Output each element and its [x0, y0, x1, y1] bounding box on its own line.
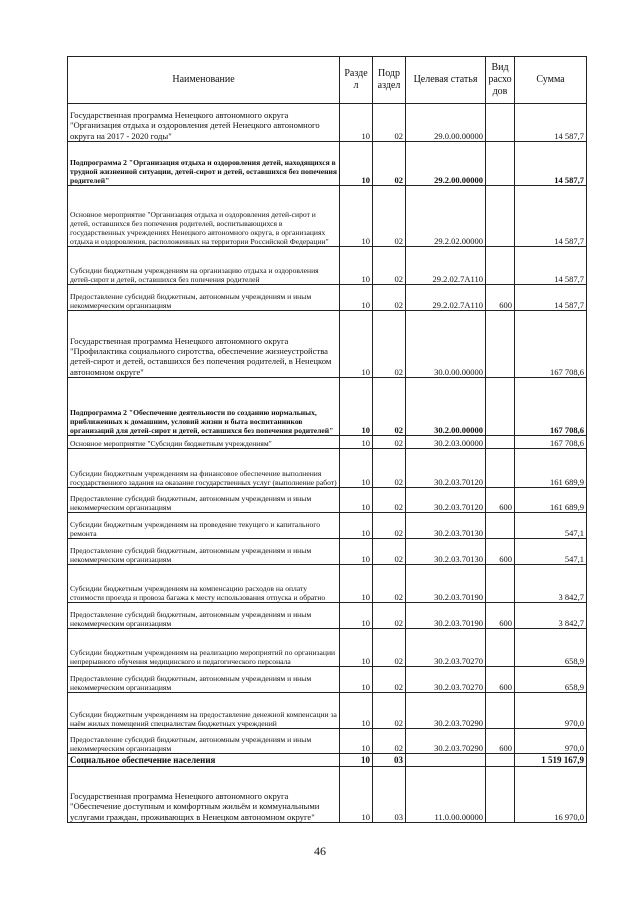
- table-row: [68, 513, 587, 539]
- row-podrazdel: 02: [373, 311, 406, 378]
- table-row: [68, 629, 587, 667]
- row-vid: [486, 247, 515, 285]
- row-razdel: 10: [340, 247, 373, 285]
- row-vid: 600: [486, 603, 515, 629]
- header-razdel: Разде л: [340, 57, 373, 104]
- row-target: 30.2.03.70120: [406, 488, 486, 513]
- row-razdel: 10: [340, 311, 373, 378]
- table-row: [68, 565, 587, 603]
- row-name: Государственная программа Ненецкого автономного округа "Профилактика социального сиротства, обеспечение жизнеустройства детей-сирот и детей, оставшихся без попечения родителей, в Ненецком автономном округе": [68, 311, 340, 378]
- row-name: Предоставление субсидий бюджетным, автономным учреждениям и иным некоммерческим организациям: [68, 667, 340, 693]
- table-row: [68, 767, 587, 823]
- row-razdel: 10: [340, 436, 373, 449]
- header-sum: Сумма: [515, 57, 587, 104]
- table-row: [68, 603, 587, 629]
- row-target: 30.2.03.70290: [406, 729, 486, 754]
- table-row: [68, 488, 587, 513]
- row-name: Подпрограмма 2 "Организация отдыха и оздоровления детей, находящихся в трудной жизненной ситуации, детей-сирот и детей, оставшихся без попечения родителей": [68, 142, 340, 186]
- header-podrazdel: Подр аздел: [373, 57, 406, 104]
- row-razdel: 10: [340, 729, 373, 754]
- row-target: 29.0.00.00000: [406, 104, 486, 142]
- header-target: Целевая статья: [406, 57, 486, 104]
- row-vid: [486, 378, 515, 436]
- row-podrazdel: 02: [373, 629, 406, 667]
- table-row: [68, 449, 587, 488]
- row-name: Предоставление субсидий бюджетным, автономным учреждениям и иным некоммерческим организациям: [68, 729, 340, 754]
- row-target: 30.2.03.70130: [406, 539, 486, 565]
- row-vid: [486, 142, 515, 186]
- row-name: Подпрограмма 2 "Обеспечение деятельности по созданию нормальных, приближенных к домашним, условий жизни и быта воспитанников организаций для детей-сирот и детей, оставшихся без попечения родителей": [68, 378, 340, 436]
- row-razdel: 10: [340, 488, 373, 513]
- row-target: 30.2.03.70190: [406, 603, 486, 629]
- row-target: 11.0.00.00000: [406, 767, 486, 823]
- row-vid: [486, 754, 515, 767]
- row-sum: 970,0: [515, 729, 587, 754]
- row-razdel: 10: [340, 603, 373, 629]
- row-podrazdel: 02: [373, 539, 406, 565]
- row-podrazdel: 02: [373, 667, 406, 693]
- row-vid: [486, 311, 515, 378]
- row-sum: 14 587,7: [515, 285, 587, 311]
- row-vid: [486, 104, 515, 142]
- row-vid: 600: [486, 667, 515, 693]
- row-podrazdel: 03: [373, 754, 406, 767]
- table-row: [68, 693, 587, 729]
- row-name: Предоставление субсидий бюджетным, автономным учреждениям и иным некоммерческим организациям: [68, 603, 340, 629]
- row-name: Основное мероприятие "Организация отдыха и оздоровления детей-сирот и детей, оставшихся без попечения родителей, воспитывающихся в государственных учреждениях Ненецкого автономного округа, в организациях отдыха и оздоровления, расположенных на территории Российской Федерации": [68, 186, 340, 247]
- row-podrazdel: 02: [373, 449, 406, 488]
- row-podrazdel: 02: [373, 186, 406, 247]
- row-podrazdel: 02: [373, 436, 406, 449]
- table-row: [68, 378, 587, 436]
- row-target: 30.2.03.70270: [406, 667, 486, 693]
- table-row: [68, 104, 587, 142]
- row-sum: 14 587,7: [515, 142, 587, 186]
- budget-table: [67, 56, 587, 823]
- row-razdel: 10: [340, 378, 373, 436]
- table-row: [68, 729, 587, 754]
- row-vid: [486, 767, 515, 823]
- row-podrazdel: 02: [373, 603, 406, 629]
- row-razdel: 10: [340, 186, 373, 247]
- row-sum: 167 708,6: [515, 378, 587, 436]
- row-podrazdel: 02: [373, 513, 406, 539]
- row-sum: 14 587,7: [515, 104, 587, 142]
- row-razdel: 10: [340, 565, 373, 603]
- row-sum: 658,9: [515, 629, 587, 667]
- row-podrazdel: 03: [373, 767, 406, 823]
- header-name: Наименование: [68, 57, 340, 104]
- row-target: 30.2.03.70130: [406, 513, 486, 539]
- row-name: Субсидии бюджетным учреждениям на реализацию мероприятий по организации непрерывного обучения медицинского и педагогического персонала: [68, 629, 340, 667]
- row-vid: 600: [486, 729, 515, 754]
- row-target: 30.2.03.70120: [406, 449, 486, 488]
- row-razdel: 10: [340, 104, 373, 142]
- row-razdel: 10: [340, 449, 373, 488]
- row-target: [406, 754, 486, 767]
- row-vid: [486, 513, 515, 539]
- row-name: Субсидии бюджетным учреждениям на предоставление денежной компенсации за наём жилых помещений специалистам бюджетных учреждений: [68, 693, 340, 729]
- row-vid: [486, 186, 515, 247]
- row-name: Основное мероприятие "Субсидии бюджетным учреждениям": [68, 436, 340, 449]
- row-target: 29.2.02.7А110: [406, 247, 486, 285]
- row-target: 30.2.03.70290: [406, 693, 486, 729]
- row-name: Субсидии бюджетным учреждениям на компенсацию расходов на оплату стоимости проезда и провоза багажа к месту использования отпуска и обратно: [68, 565, 340, 603]
- row-vid: [486, 436, 515, 449]
- table-row: [68, 186, 587, 247]
- row-podrazdel: 02: [373, 104, 406, 142]
- row-razdel: 10: [340, 693, 373, 729]
- row-sum: 161 689,9: [515, 488, 587, 513]
- row-target: 30.2.03.70270: [406, 629, 486, 667]
- row-target: 29.2.02.7А110: [406, 285, 486, 311]
- row-sum: 547,1: [515, 539, 587, 565]
- row-sum: 161 689,9: [515, 449, 587, 488]
- table-row: [68, 142, 587, 186]
- table-row: [68, 754, 587, 767]
- row-podrazdel: 02: [373, 142, 406, 186]
- row-podrazdel: 02: [373, 378, 406, 436]
- table-header-row: [68, 57, 587, 104]
- row-razdel: 10: [340, 754, 373, 767]
- row-target: 30.2.00.00000: [406, 378, 486, 436]
- row-target: 30.2.03.00000: [406, 436, 486, 449]
- row-name: Социальное обеспечение населения: [68, 754, 340, 767]
- row-vid: 600: [486, 488, 515, 513]
- row-sum: 14 587,7: [515, 247, 587, 285]
- row-sum: 970,0: [515, 693, 587, 729]
- row-podrazdel: 02: [373, 285, 406, 311]
- table-row: [68, 285, 587, 311]
- table-row: [68, 247, 587, 285]
- row-podrazdel: 02: [373, 488, 406, 513]
- row-sum: 3 842,7: [515, 565, 587, 603]
- row-vid: [486, 693, 515, 729]
- row-sum: 167 708,6: [515, 311, 587, 378]
- row-sum: 547,1: [515, 513, 587, 539]
- row-podrazdel: 02: [373, 693, 406, 729]
- row-name: Предоставление субсидий бюджетным, автономным учреждениям и иным некоммерческим организациям: [68, 285, 340, 311]
- row-sum: 16 970,0: [515, 767, 587, 823]
- row-razdel: 10: [340, 142, 373, 186]
- row-razdel: 10: [340, 513, 373, 539]
- row-sum: 167 708,6: [515, 436, 587, 449]
- page-number: 46: [314, 844, 326, 858]
- row-vid: [486, 565, 515, 603]
- row-name: Предоставление субсидий бюджетным, автономным учреждениям и иным некоммерческим организациям: [68, 539, 340, 565]
- row-podrazdel: 02: [373, 729, 406, 754]
- row-name: Субсидии бюджетным учреждениям на финансовое обеспечение выполнения государственного задания на оказание государственных услуг (выполнение работ): [68, 449, 340, 488]
- table-row: [68, 667, 587, 693]
- row-razdel: 10: [340, 767, 373, 823]
- row-target: 30.2.03.70190: [406, 565, 486, 603]
- row-name: Субсидии бюджетным учреждениям на организацию отдыха и оздоровления детей-сирот и детей, оставшихся без попечения родителей: [68, 247, 340, 285]
- row-podrazdel: 02: [373, 247, 406, 285]
- row-sum: 1 519 167,9: [515, 754, 587, 767]
- row-sum: 658,9: [515, 667, 587, 693]
- row-name: Субсидии бюджетным учреждениям на проведение текущего и капитального ремонта: [68, 513, 340, 539]
- row-name: Предоставление субсидий бюджетным, автономным учреждениям и иным некоммерческим организациям: [68, 488, 340, 513]
- table-row: [68, 539, 587, 565]
- row-podrazdel: 02: [373, 565, 406, 603]
- table-row: [68, 311, 587, 378]
- row-target: 29.2.00.00000: [406, 142, 486, 186]
- row-target: 29.2.02.00000: [406, 186, 486, 247]
- row-razdel: 10: [340, 667, 373, 693]
- row-razdel: 10: [340, 285, 373, 311]
- row-name: Государственная программа Ненецкого автономного округа "Организация отдыха и оздоровления детей Ненецкого автономного округа на 2017 - 2020 годы": [68, 104, 340, 142]
- table-row: [68, 436, 587, 449]
- row-vid: 600: [486, 285, 515, 311]
- row-vid: [486, 449, 515, 488]
- row-sum: 14 587,7: [515, 186, 587, 247]
- header-vid: Вид расхо дов: [486, 57, 515, 104]
- row-name: Государственная программа Ненецкого автономного округа "Обеспечение доступным и комфортным жильём и коммунальными услугами граждан, проживающих в Ненецком автономном округе": [68, 767, 340, 823]
- row-razdel: 10: [340, 539, 373, 565]
- row-sum: 3 842,7: [515, 603, 587, 629]
- row-vid: [486, 629, 515, 667]
- row-vid: 600: [486, 539, 515, 565]
- row-target: 30.0.00.00000: [406, 311, 486, 378]
- row-razdel: 10: [340, 629, 373, 667]
